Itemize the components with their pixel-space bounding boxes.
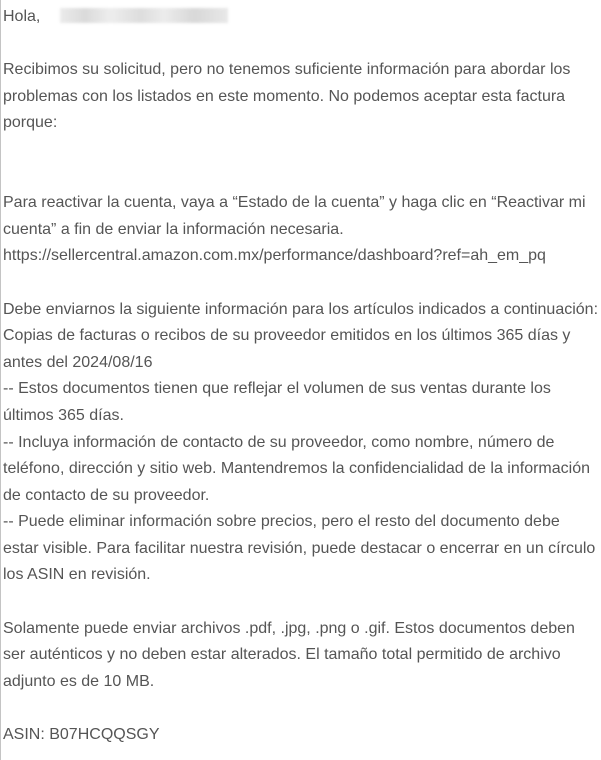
paragraph-required-documents — [3, 297, 599, 590]
paragraph-line: porque: — [3, 114, 58, 132]
paragraph-request-received — [3, 57, 599, 137]
greeting-text: Hola, — [3, 8, 41, 25]
paragraph-line: de contacto de su proveedor. — [3, 486, 210, 504]
paragraph-line: antes del 2024/08/16 — [3, 353, 153, 371]
paragraph-line: los ASIN en revisión. — [3, 566, 151, 584]
left-border-line — [0, 0, 1, 760]
paragraph-line: Copias de facturas o recibos de su proveedor emitidos en los últimos 365 días y — [3, 327, 571, 345]
paragraph-line: Debe enviarnos la siguiente información para los artículos indicados a continuación: — [3, 300, 599, 318]
paragraph-line: -- Incluya información de contacto de su proveedor, como nombre, número de — [3, 433, 555, 451]
paragraph-line: -- Estos documentos tienen que reflejar el volumen de sus ventas durante los — [3, 380, 551, 398]
paragraph-line: -- Puede eliminar información sobre precios, pero el resto del documento debe — [3, 513, 560, 531]
paragraph-line: Recibimos su solicitud, pero no tenemos suficiente información para abordar los — [3, 61, 571, 79]
email-body — [3, 4, 599, 749]
dashboard-link[interactable]: https://sellercentral.amazon.com.mx/performance/dashboard?ref=ah_em_pq — [3, 247, 546, 265]
redacted-recipient-name — [60, 8, 228, 23]
greeting-line — [3, 4, 599, 31]
paragraph-line: teléfono, dirección y sitio web. Mantendremos la confidencialidad de la información — [3, 460, 590, 478]
paragraph-line: estar visible. Para facilitar nuestra revisión, puede destacar o encerrar en un círculo — [3, 539, 596, 557]
paragraph-line: Para reactivar la cuenta, vaya a “Estado de la cuenta” y haga clic en “Reactivar mi — [3, 194, 586, 212]
asin-line: ASIN: B07HCQQSGY — [3, 726, 160, 744]
paragraph-line: ser auténticos y no deben estar alterados. El tamaño total permitido de archivo — [3, 646, 561, 664]
paragraph-line: cuenta” a fin de enviar la información necesaria. — [3, 220, 344, 238]
paragraph-reactivate-account — [3, 190, 599, 270]
paragraph-line: Solamente puede enviar archivos .pdf, .jpg, .png o .gif. Estos documentos deben — [3, 619, 575, 637]
paragraph-file-requirements — [3, 616, 599, 696]
paragraph-line: últimos 365 días. — [3, 406, 124, 424]
paragraph-line: problemas con los listados en este momento. No podemos aceptar esta factura — [3, 87, 566, 105]
paragraph-line: adjunto es de 10 MB. — [3, 672, 155, 690]
